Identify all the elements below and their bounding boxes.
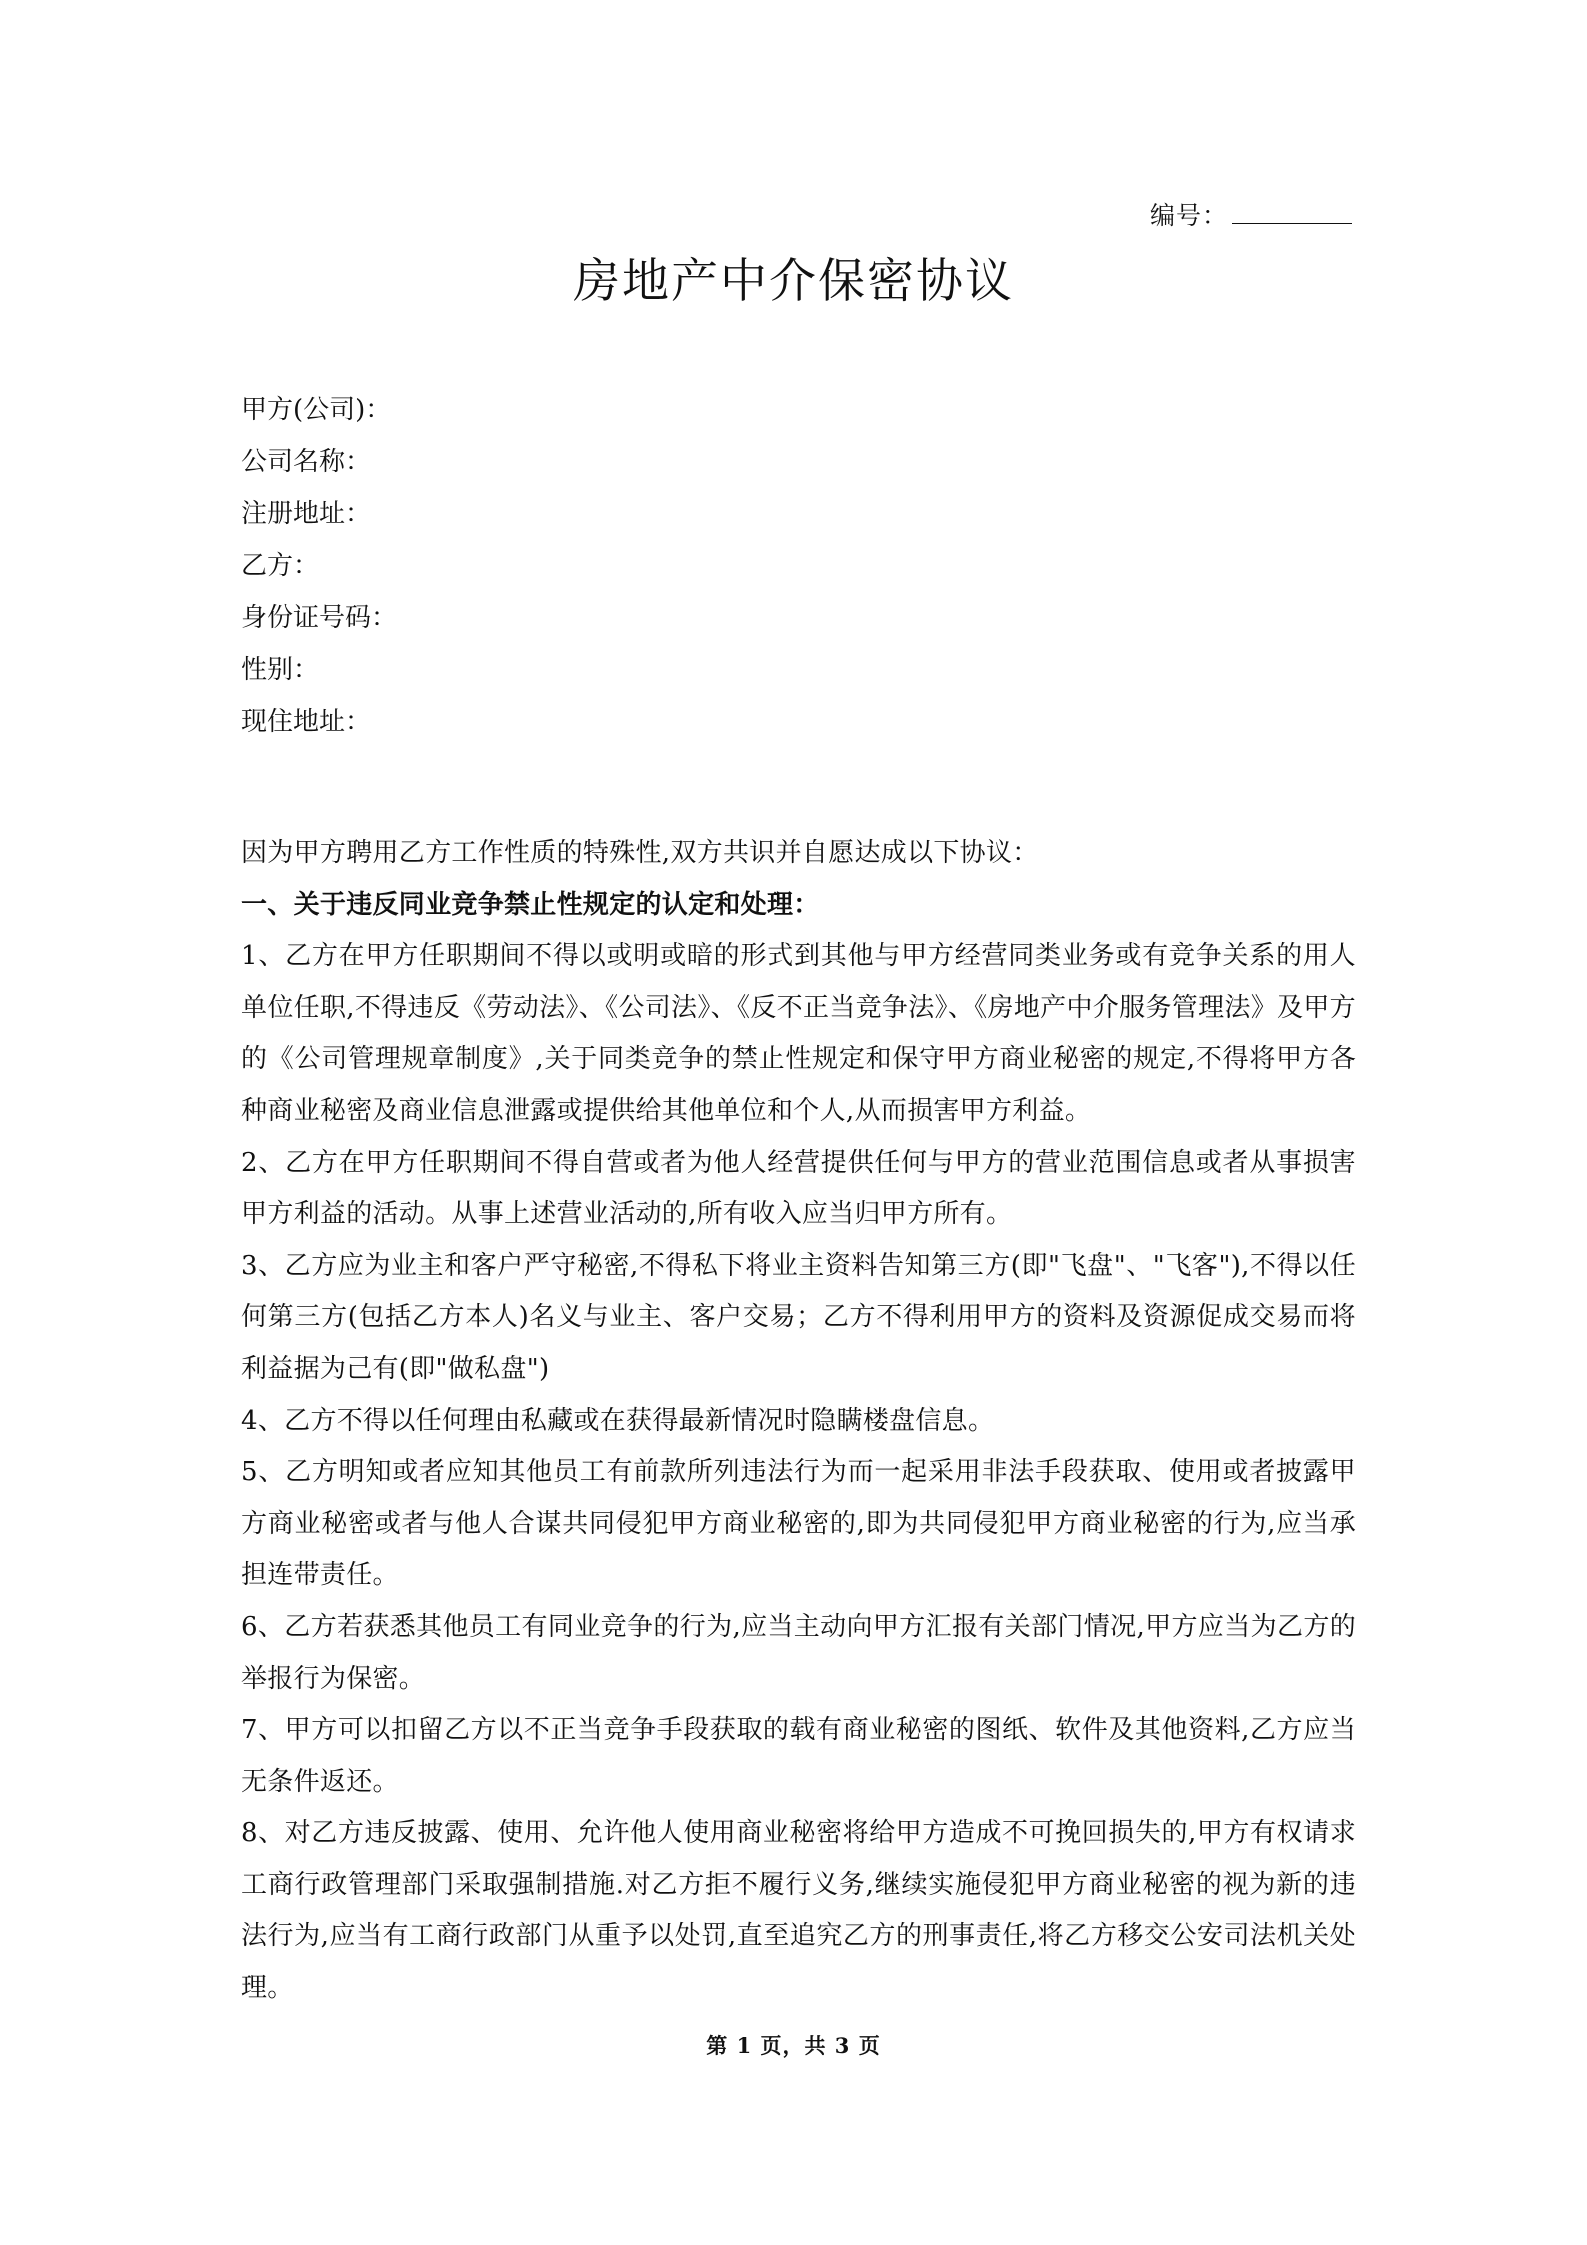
intro-paragraph: 因为甲方聘用乙方工作性质的特殊性,双方共识并自愿达成以下协议： [241,838,1039,868]
field-gender: 性别： [241,655,320,685]
clause-1: 1、乙方在甲方任职期间不得以或明或暗的形式到其他与甲方经营同类业务或有竞争关系的用人单位任职,不得违反《劳动法》、《公司法》、《反不正当竞争法》、《房地产中介服务管理法》及甲方的《公司管理规章制度》,关于同类竞争的禁止性规定和保守甲方商业秘密的规定,不得将甲方各种商业秘密及商业信息泄露或提供给其他单位和个人,从而损害甲方利益。 [241,941,1356,1126]
field-registered-address: 注册地址： [241,499,372,529]
document-number-blank [1232,199,1352,224]
clause-3: 3、乙方应为业主和客户严守秘密,不得私下将业主资料告知第三方(即"飞盘"、"飞客"),不得以任何第三方(包括乙方本人)名义与业主、客户交易；乙方不得利用甲方的资料及资源促成交易而将利益据为己有(即"做私盘") [241,1250,1356,1384]
field-party-a-company: 甲方(公司)： [241,395,392,425]
clause-5: 5、乙方明知或者应知其他员工有前款所列违法行为而一起采用非法手段获取、使用或者披露甲方商业秘密或者与他人合谋共同侵犯甲方商业秘密的,即为共同侵犯甲方商业秘密的行为,应当承担连带责任。 [241,1457,1356,1591]
field-id-number: 身份证号码： [241,603,398,633]
spacer [241,748,1356,828]
document-number [1150,196,1352,232]
section-heading: 一、关于违反同业竞争禁止性规定的认定和处理： [241,889,820,920]
field-current-address: 现住地址： [241,707,372,737]
clause-8: 8、对乙方违反披露、使用、允许他人使用商业秘密将给甲方造成不可挽回损失的,甲方有权请求工商行政管理部门采取强制措施.对乙方拒不履行义务,继续实施侵犯甲方商业秘密的视为新的违法行为,应当有工商行政部门从重予以处罚,直至追究乙方的刑事责任,将乙方移交公安司法机关处理。 [241,1818,1356,2004]
document-body [241,384,1356,2015]
page-footer: 第 1 页，共 3 页 [706,2033,881,2058]
party-fields [241,384,1356,748]
clause-2: 2、乙方在甲方任职期间不得自营或者为他人经营提供任何与甲方的营业范围信息或者从事损害甲方利益的活动。从事上述营业活动的,所有收入应当归甲方所有。 [241,1147,1356,1230]
document-title: 房地产中介保密协议 [573,254,1014,309]
clause-4: 4、乙方不得以任何理由私藏或在获得最新情况时隐瞒楼盘信息。 [241,1405,995,1436]
clause-7: 7、甲方可以扣留乙方以不正当竞争手段获取的载有商业秘密的图纸、软件及其他资料,乙方应当无条件返还。 [241,1715,1356,1797]
document-number-label: 编号： [1150,201,1229,230]
field-party-b: 乙方： [241,551,320,581]
clause-6: 6、乙方若获悉其他员工有同业竞争的行为,应当主动向甲方汇报有关部门情况,甲方应当为乙方的举报行为保密。 [241,1611,1356,1694]
field-company-name: 公司名称： [241,447,372,477]
